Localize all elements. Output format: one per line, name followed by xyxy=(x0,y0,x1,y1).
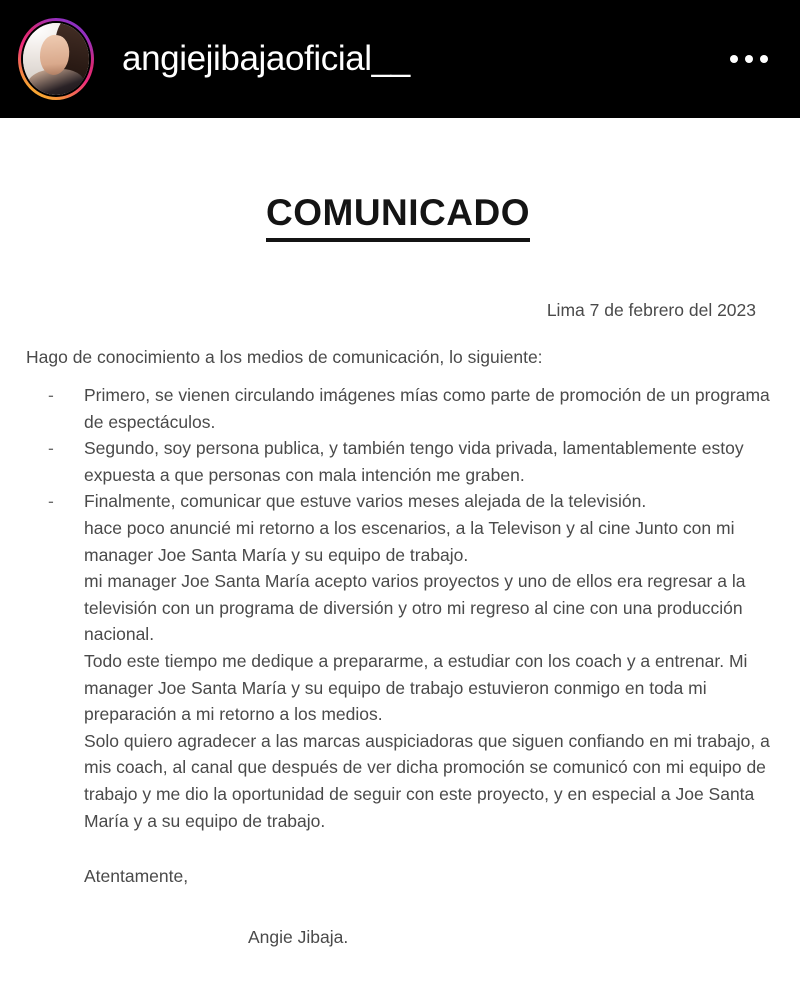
document-paragraph: Todo este tiempo me dedique a prepararme, a estudiar con los coach y a entrenar. Mi manager Joe Santa María y su equipo de trabajo estuvieron conmigo en toda mi preparación a mi retorno a los medios. xyxy=(84,650,748,725)
more-options-dot-2 xyxy=(745,55,753,63)
post-header xyxy=(0,0,800,118)
profile-portrait-icon xyxy=(23,23,89,95)
avatar-image xyxy=(21,21,91,97)
avatar[interactable] xyxy=(18,18,94,100)
document-paragraph: hace poco anuncié mi retorno a los escenarios, a la Televison y al cine Junto con mi manager Joe Santa María y su equipo de trabajo. xyxy=(84,517,735,565)
list-item xyxy=(48,382,774,435)
list-item-text: Primero, se vienen circulando imágenes mías como parte de promoción de un programa de espectáculos. xyxy=(84,385,770,432)
document-closing: Atentamente, xyxy=(84,866,189,887)
more-options-dot-1 xyxy=(730,55,738,63)
document-intro: Hago de conocimiento a los medios de comunicación, lo siguiente: xyxy=(26,347,543,367)
document-paragraph: Solo quiero agradecer a las marcas auspiciadoras que siguen confiando en mi trabajo, a mis coach, al canal que después de ver dicha promoción se comunicó con mi equipo de trabajo y me dio la oportunidad de seguir con este proyecto, y en especial a Joe Santa María y a su equipo de trabajo. xyxy=(84,730,770,831)
document-bullet-list xyxy=(22,382,774,515)
list-item xyxy=(48,488,774,515)
bullet-marker-icon: - xyxy=(48,491,54,512)
document-title-text: COMUNICADO xyxy=(266,192,530,242)
document-signature: Angie Jibaja. xyxy=(248,927,349,948)
document-body xyxy=(0,118,800,981)
list-item xyxy=(48,435,774,488)
document-paragraph: mi manager Joe Santa María acepto varios proyectos y uno de ellos era regresar a la televisión con un programa de diversión y otro mi regreso al cine con una producción nacional. xyxy=(84,571,746,645)
list-item-text: Finalmente, comunicar que estuve varios meses alejada de la televisión. xyxy=(84,491,647,512)
profile-portrait-body xyxy=(27,69,84,97)
bullet-marker-icon: - xyxy=(48,385,54,405)
list-item-text: Segundo, soy persona publica, y también tengo vida privada, lamentablemente estoy expuesta a que personas con mala intención me graben. xyxy=(84,438,744,485)
document-date: Lima 7 de febrero del 2023 xyxy=(546,300,756,320)
bullet-marker-icon: - xyxy=(48,438,54,459)
document-title xyxy=(22,118,774,234)
more-options-dot-3 xyxy=(760,55,768,63)
username-label[interactable]: angiejibajaoficial__ xyxy=(122,39,410,78)
more-options-icon[interactable] xyxy=(724,45,774,73)
